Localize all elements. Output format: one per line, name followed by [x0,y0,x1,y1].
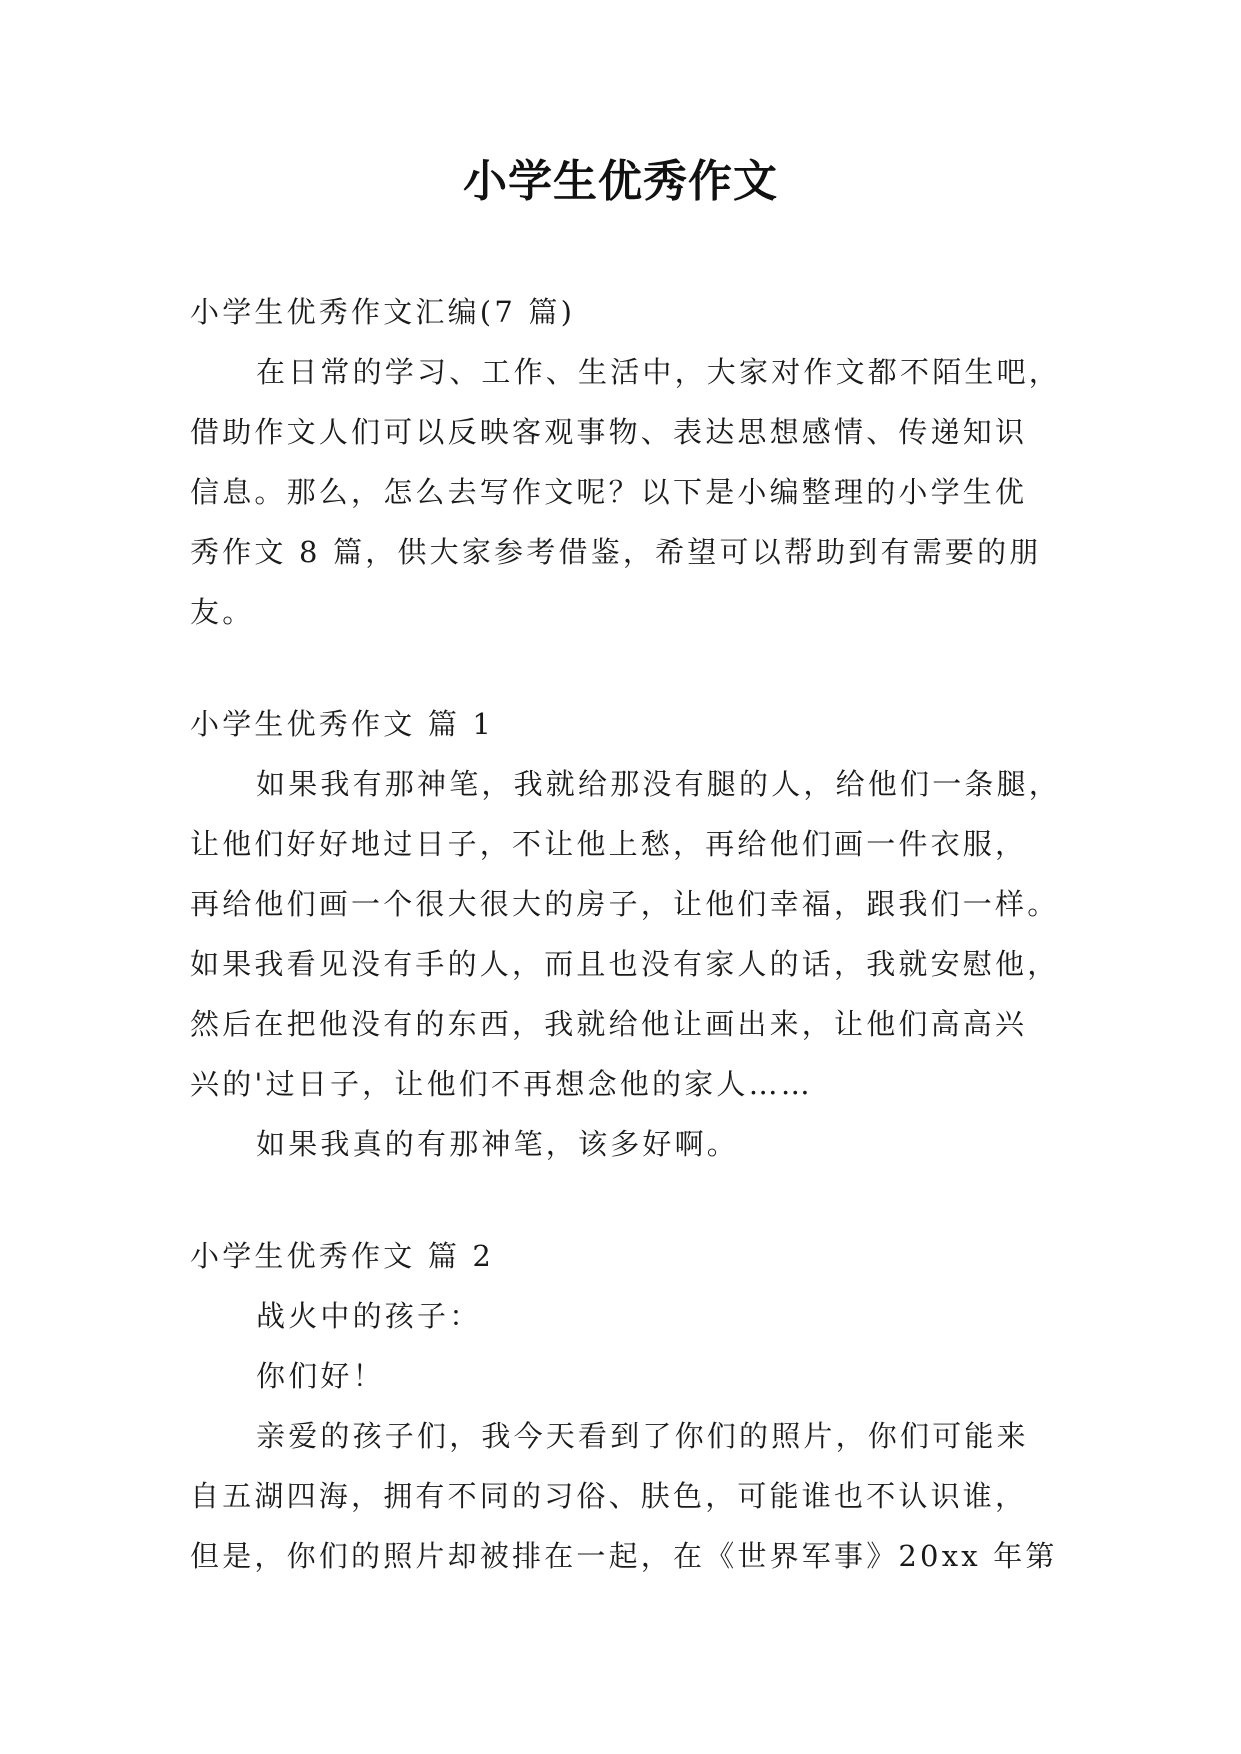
essay-1-line: 兴的'过日子，让他们不再想念他的家人…… [190,1067,813,1101]
essay-2-line: 亲爱的孩子们，我今天看到了你们的照片，你们可能来 [256,1419,1029,1453]
essay-2-greeting: 你们好！ [256,1359,385,1393]
essay-2-line: 但是，你们的照片却被排在一起，在《世界军事》20xx 年第 [190,1539,1058,1573]
intro-line: 友。 [190,595,255,629]
section-gap [190,642,1046,694]
essay-2-salutation: 战火中的孩子： [256,1299,482,1333]
intro-line: 借助作文人们可以反映客观事物、表达思想感情、传递知识 [190,415,1028,449]
essay-1-line: 如果我有那神笔，我就给那没有腿的人，给他们一条腿， [256,767,1062,801]
document-title: 小学生优秀作文 [463,156,778,207]
essay-2-line: 自五湖四海，拥有不同的习俗、肤色，可能谁也不认识谁， [190,1479,1028,1513]
intro-line: 在日常的学习、工作、生活中，大家对作文都不陌生吧， [256,355,1062,389]
essay-1-line: 然后在把他没有的东西，我就给他让画出来，让他们高高兴 [190,1007,1028,1041]
intro-line: 信息。那么，怎么去写作文呢？以下是小编整理的小学生优 [190,475,1028,509]
essay-2-heading: 小学生优秀作文 篇 2 [190,1239,495,1273]
intro-line: 秀作文 8 篇，供大家参考借鉴，希望可以帮助到有需要的朋 [190,535,1042,569]
document-body [190,282,1062,1586]
essay-1-line: 如果我看见没有手的人，而且也没有家人的话，我就安慰他， [190,947,1060,981]
section-gap [190,1174,1046,1226]
essay-1-heading: 小学生优秀作文 篇 1 [190,707,495,741]
essay-1-closing: 如果我真的有那神笔，该多好啊。 [256,1127,740,1161]
essay-1-line: 再给他们画一个很大很大的房子，让他们幸福，跟我们一样。 [190,887,1060,921]
essay-1-line: 让他们好好地过日子，不让他上愁，再给他们画一件衣服， [190,827,1028,861]
collection-subtitle: 小学生优秀作文汇编(7 篇) [190,295,576,329]
